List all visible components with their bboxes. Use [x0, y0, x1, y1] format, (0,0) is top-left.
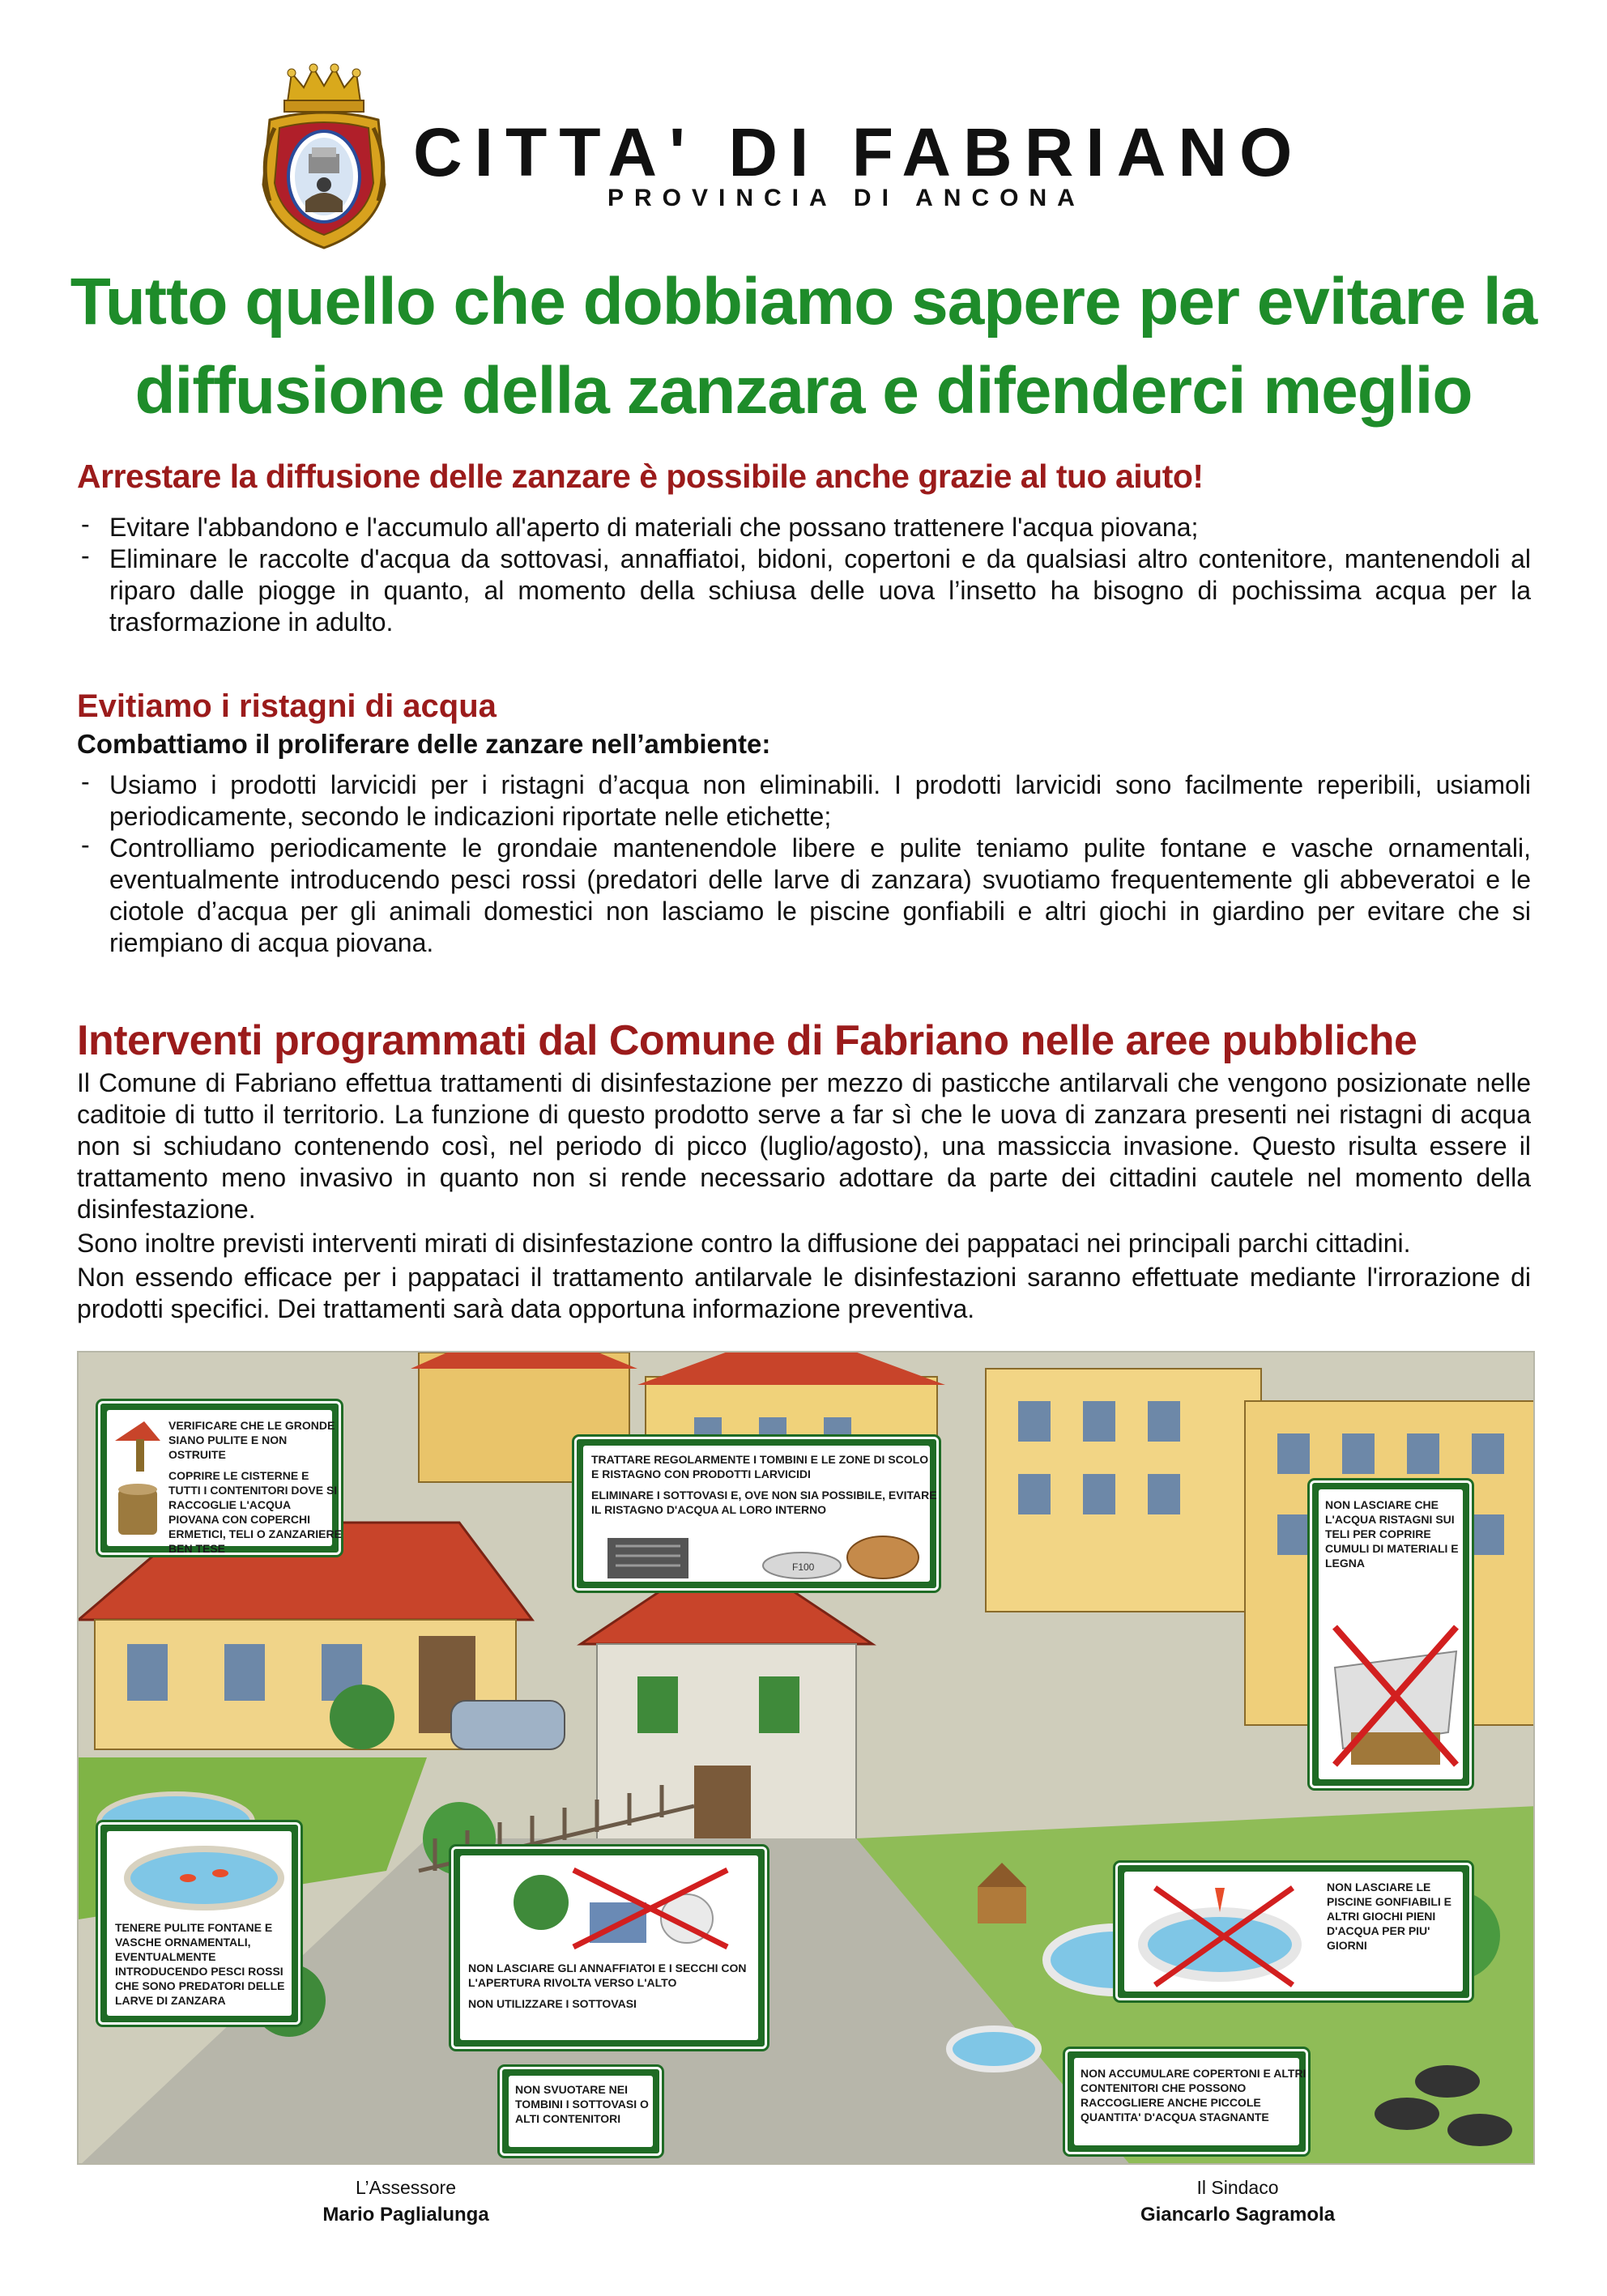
- callout-line: NON ACCUMULARE COPERTONI E ALTRI CONTENITORI CHE POSSONO RACCOGLIERE ANCHE PICCOLE QUANTITA' D'ACQUA STAGNANTE: [1081, 2067, 1306, 2123]
- list-item: - Eliminare le raccolte d'acqua da sottovasi, annaffiatoi, bidoni, copertoni e da qualsiasi altro contenitore, mantenendoli al riparo dalle piogge in quanto, al momento della schiusa delle uova l’insetto ha bisogno di pochissima acqua per la trasformazione in adulto.: [77, 543, 1531, 638]
- list-item: - Usiamo i prodotti larvicidi per i ristagni d’acqua non eliminabili. I prodotti larvicidi sono facilmente reperibili, usiamoli periodicamente, secondo le indicazioni riportate nelle etichette;: [77, 769, 1531, 833]
- callout-line: NON SVUOTARE NEI TOMBINI I SOTTOVASI O ALTI CONTENITORI: [515, 2083, 649, 2125]
- gutter-and-barrel-icon: [112, 1416, 164, 1538]
- signature-sindaco: [1076, 2177, 1400, 2226]
- callout-fountains-text: [115, 1920, 298, 2014]
- callout-watering-cans-text: [468, 1961, 765, 2017]
- city-title: CITTA' DI FABRIANO: [413, 114, 1305, 190]
- signature-role: L’Assessore: [355, 2177, 456, 2198]
- callout-line: NON UTILIZZARE I SOTTOVASI: [468, 1997, 637, 2010]
- callout-line: TRATTARE REGOLARMENTE I TOMBINI E LE ZONE DI SCOLO E RISTAGNO CON PRODOTTI LARVICIDI: [591, 1453, 929, 1480]
- callout-line: COPRIRE LE CISTERNE E TUTTI I CONTENITORI DOVE SI RACCOGLIE L'ACQUA PIOVANA CON COPERCHI ERMETICI, TELI O ZANZARIERE BEN TESE: [168, 1469, 342, 1555]
- headline-line-1: Tutto quello che dobbiamo sapere per evitare la: [70, 265, 1537, 339]
- province-subtitle: PROVINCIA DI ANCONA: [607, 185, 1085, 211]
- crossed-tarp-icon: [1327, 1619, 1464, 1773]
- callout-tarps-text: [1325, 1497, 1471, 1577]
- paragraph: Sono inoltre previsti interventi mirati di disinfestazione contro la diffusione dei pappataci nei principali parchi cittadini.: [77, 1229, 1411, 1258]
- crossed-watering-can-icon: [509, 1862, 735, 1951]
- page-headline: [65, 258, 1542, 436]
- callout-tarps: [1310, 1480, 1472, 1788]
- callout-drains: [574, 1437, 939, 1591]
- list-item: - Controlliamo periodicamente le grondaie mantenendole libere e pulite teniamo pulite fontane e vasche ornamentali, eventualmente introducendo pesci rossi (predatori delle larve di zanzara) svuotiamo frequentemente gli abbeveratoi e le ciotole d’acqua per gli animali domestici non lasciamo le piscine gonfiabili e altri giochi in giardino per evitare che si riempiano di acqua piovana.: [77, 833, 1531, 959]
- signature-assessore: [244, 2177, 568, 2226]
- city-crest-logo: [255, 63, 393, 251]
- callout-pools-text: [1327, 1880, 1471, 1959]
- headline-line-2: diffusione della zanzara e difenderci meglio: [134, 354, 1473, 428]
- callout-tyres-text: [1081, 2066, 1307, 2131]
- callout-gutters-text: [168, 1418, 342, 1562]
- drain-and-saucer-icon: [607, 1530, 931, 1587]
- signature-name: Mario Paglialunga: [322, 2204, 489, 2226]
- callout-line: NON LASCIARE LE PISCINE GONFIABILI E ALTRI GIOCHI PIENI D'ACQUA PER PIU' GIORNI: [1327, 1881, 1452, 1952]
- callout-pools: [1115, 1863, 1472, 2000]
- fountain-with-fish-icon: [123, 1838, 285, 1910]
- list-item: - Evitare l'abbandono e l'accumulo all'aperto di materiali che possano trattenere l'acqua piovana;: [77, 512, 1531, 543]
- callout-sewers: [500, 2067, 662, 2156]
- callout-fountains: [98, 1822, 301, 2025]
- paragraph: Non essendo efficace per i pappataci il trattamento antilarvale le disinfestazioni saranno effettuate mediante l'irrorazione di prodotti specifici. Dei trattamenti sarà data opportuna informazione preventiva.: [77, 1263, 1531, 1323]
- section-2-title: Evitiamo i ristagni di acqua: [77, 688, 497, 724]
- callout-watering-cans: [451, 1847, 767, 2049]
- section-3-title: Interventi programmati dal Comune di Fabriano nelle aree pubbliche: [77, 1017, 1417, 1064]
- section-3-body: [77, 1067, 1531, 1327]
- callout-drains-text: [591, 1452, 938, 1523]
- signature-name: Giancarlo Sagramola: [1140, 2204, 1336, 2226]
- callout-tyres: [1065, 2049, 1308, 2154]
- crossed-pool-icon: [1131, 1880, 1317, 1993]
- callout-line: NON LASCIARE GLI ANNAFFIATOI E I SECCHI CON L'APERTURA RIVOLTA VERSO L'ALTO: [468, 1962, 747, 1989]
- callout-line: TENERE PULITE FONTANE E VASCHE ORNAMENTALI, EVENTUALMENTE INTRODUCENDO PESCI ROSSI CHE SONO PREDATORI DELLE LARVE DI ZANZARA: [115, 1921, 285, 2007]
- callout-line: ELIMINARE I SOTTOVASI E, OVE NON SIA POSSIBILE, EVITARE IL RISTAGNO D'ACQUA AL LORO INTERNO: [591, 1489, 937, 1516]
- prevention-illustration: [77, 1351, 1535, 2165]
- callout-gutters: [98, 1401, 341, 1555]
- callout-sewers-text: [515, 2082, 661, 2132]
- signature-role: Il Sindaco: [1196, 2177, 1279, 2198]
- paragraph: Il Comune di Fabriano effettua trattamenti di disinfestazione per mezzo di pasticche antilarvali che vengono posizionate nelle caditoie di tutto il territorio. La funzione di questo prodotto serve a far sì che le uova di zanzara presenti nei ristagni di acqua non si schiudano contenendo così, nel periodo di picco (luglio/agosto), una massiccia invasione. Questo risulta essere il trattamento meno invasivo in quanto non si rende necessario adottare da parte dei cittadini cautele nel momento della disinfestazione.: [77, 1068, 1531, 1224]
- callout-line: VERIFICARE CHE LE GRONDE SIANO PULITE E NON OSTRUITE: [168, 1419, 335, 1461]
- section-2-list: [77, 769, 1531, 959]
- section-2-subtitle: Combattiamo il proliferare delle zanzare nell’ambiente:: [77, 729, 771, 759]
- section-1-title: Arrestare la diffusione delle zanzare è possibile anche grazie al tuo aiuto!: [77, 458, 1204, 495]
- callout-line: NON LASCIARE CHE L'ACQUA RISTAGNI SUI TELI PER COPRIRE CUMULI DI MATERIALI E LEGNA: [1325, 1498, 1459, 1570]
- bowl-label: F100: [792, 1561, 815, 1573]
- section-1-list: [77, 512, 1531, 638]
